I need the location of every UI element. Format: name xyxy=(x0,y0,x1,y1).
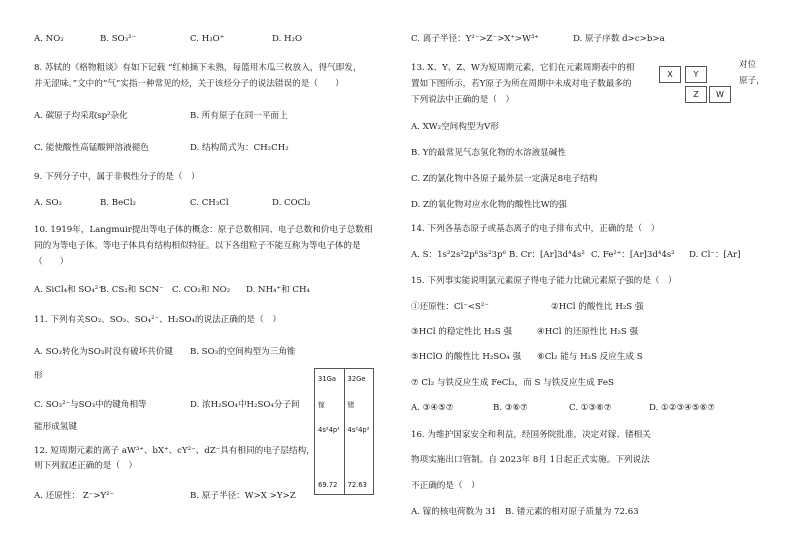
exam-text-line: B. 锗元素的相对原子质量为 72.63 xyxy=(505,507,639,517)
exam-text-line: A. 碳原子均采取sp²杂化 xyxy=(34,111,128,121)
exam-text-line: B. Cr：[Ar]3d⁴4s² xyxy=(509,250,585,260)
exam-text-line: 12. 短周期元素的离子 aW³⁺、bX⁺、cY²⁻、dZ⁻具有相同的电子层结构， xyxy=(34,446,315,456)
exam-text-line: A. SO₂ xyxy=(34,198,63,208)
element-cell-x: X xyxy=(659,66,681,83)
exam-text-line: 对位 xyxy=(739,60,757,70)
exam-text-line: 下列说法中正确的是（ ） xyxy=(411,95,515,105)
exam-text-line: ①还原性：Cl⁻<S²⁻ xyxy=(411,302,489,312)
exam-text-line: B. Y的最常见气态氢化物的水溶液显碱性 xyxy=(411,148,566,158)
ga-ge-element-card xyxy=(314,368,374,495)
element-card-ga xyxy=(315,369,345,494)
exam-text-line: ③HCl 的稳定性比 H₂S 强 xyxy=(411,327,513,337)
exam-text-line: 不正确的是（ ） xyxy=(411,481,480,491)
exam-text-line: D. Z的氧化物对应水化物的酸性比W的强 xyxy=(411,200,567,210)
exam-text-line: A. SiCl₄和 SO₄²⁻ xyxy=(34,285,103,295)
exam-text-line: 物项实施出口管制。自 2023年 8月 1日起正式实施。下列说法 xyxy=(411,455,650,465)
exam-text-line: ⑦ Cl₂ 与铁反应生成 FeCl₃，而 S 与铁反应生成 FeS xyxy=(411,378,614,388)
exam-text-line: C. Z的氯化物中各原子最外层一定满足8电子结构 xyxy=(411,174,598,184)
exam-text-line: D. Cl⁻：[Ar] xyxy=(689,250,741,260)
exam-text-line: D. 结构简式为：CH₂CH₂ xyxy=(190,143,289,153)
element-cell-z: Z xyxy=(685,86,707,103)
exam-text-line: 同的为等电子体。等电子体具有结构相似特征。以下各组粒子不能互称为等电子体的是 xyxy=(34,241,361,251)
exam-text-line: A. S：1s²2s²2p⁶3s²3p⁶ xyxy=(411,250,506,260)
exam-text-line: B. 所有原子在同一平面上 xyxy=(190,111,288,121)
ga-config: 4s²4p¹ xyxy=(318,426,340,434)
exam-text-line: B. BeCl₂ xyxy=(100,198,136,208)
exam-text-line: A. 还原性： Z⁻>Y²⁻ xyxy=(34,491,115,501)
exam-text-line: D. NH₄⁺和 CH₄ xyxy=(246,285,310,295)
exam-text-line: 则下列叙述正确的是（ ） xyxy=(34,461,138,471)
exam-text-line: C. ①③⑥⑦ xyxy=(569,403,612,413)
periodic-position-diagram xyxy=(659,66,733,104)
exam-text-line: ⑤HClO 的酸性比 H₂SO₄ 强 xyxy=(411,352,522,362)
exam-text-line: A. SO₂转化为SO₃时没有破坏共价键 xyxy=(34,347,173,357)
ga-header: 31Ga xyxy=(318,375,337,383)
exam-text-line: A. ③④⑤⑦ xyxy=(411,403,454,413)
exam-text-line: 并无涩味。”文中的“气”实指一种常见的烃，关于该烃分子的说法错误的是（ ） xyxy=(34,79,344,89)
exam-text-line: 14. 下列各基态原子或基态离子的电子排布式中，正确的是（ ） xyxy=(411,224,660,234)
exam-text-line: C. SO₃²⁻与SO₃中的键角相等 xyxy=(34,400,147,410)
exam-text-line: C. 能使酸性高锰酸钾溶液褪色 xyxy=(34,143,149,153)
exam-text-line: D. H₂O xyxy=(272,34,303,44)
exam-text-line: C. 离子半径：Y²⁻>Z⁻>X⁺>W³⁺ xyxy=(411,34,539,44)
exam-text-line: D. ①②③④⑤⑥⑦ xyxy=(649,403,715,413)
element-cell-y: Y xyxy=(685,66,707,83)
ge-header: 32Ge xyxy=(347,375,366,383)
element-card-ge xyxy=(345,369,374,494)
ge-name: 锗 xyxy=(347,401,355,409)
exam-text-line: 15. 下列事实能说明氯元素原子得电子能力比硫元素原子强的是（ ） xyxy=(411,276,677,286)
exam-text-line: 10. 1919年，Langmuir提出等电子体的概念：原子总数相同、电子总数和价电子总数相 xyxy=(34,225,373,235)
ga-name: 镓 xyxy=(318,401,325,409)
exam-text-line: D. 原子序数 d>c>b>a xyxy=(573,34,665,44)
exam-text-line: B. CS₂和 SCN⁻ xyxy=(100,285,164,295)
exam-text-line: ④HCl 的还原性比 H₂S 强 xyxy=(537,327,639,337)
exam-text-line: B. SO₃²⁻ xyxy=(100,34,137,44)
exam-text-line: C. CO₂和 NO₂ xyxy=(172,285,231,295)
exam-text-line: （ ） xyxy=(34,257,69,267)
exam-text-line: ②HCl 的酸性比 H₂S 强 xyxy=(551,302,644,312)
exam-text-line: ⑥Cl₂ 能与 H₂S 反应生成 S xyxy=(537,352,643,362)
exam-text-line: B. SO₃的空间构型为三角锥 xyxy=(190,347,296,357)
exam-text-line: 置如下图所示，若Y原子为所在周期中未成对电子数最多的 xyxy=(411,79,632,89)
exam-text-line: A. XW₂空间构型为V形 xyxy=(411,122,499,132)
ge-mass: 72.63 xyxy=(347,481,367,489)
exam-text-line: 能形成氢键 xyxy=(34,422,77,432)
exam-text-line: A. NO₂ xyxy=(34,34,64,44)
exam-text-line: 形 xyxy=(34,371,43,381)
exam-text-line: B. 原子半径：W>X >Y>Z xyxy=(190,491,296,501)
exam-text-line: B. ③⑥⑦ xyxy=(493,403,528,413)
exam-text-line: 原子， xyxy=(739,76,765,86)
exam-text-line: C. Fe²⁺：[Ar]3d⁴4s² xyxy=(591,250,675,260)
element-cell-w: W xyxy=(709,86,731,103)
exam-text-line: 9. 下列分子中，属于非极性分子的是（ ） xyxy=(34,172,200,182)
ga-mass: 69.72 xyxy=(318,481,338,489)
exam-text-line: D. 浓H₂SO₄中H₂SO₄分子间 xyxy=(190,400,300,410)
exam-text-line: D. COCl₂ xyxy=(272,198,311,208)
ge-config: 4s²4p² xyxy=(347,426,370,434)
right-column xyxy=(397,0,794,560)
exam-text-line: 8. 苏轼的《格物粗谈》有如下记载 “红柿摘下未熟，每篮用木瓜三枚放入，得气即发， xyxy=(34,63,362,73)
exam-text-line: C. H₃O⁺ xyxy=(190,34,225,44)
exam-text-line: C. CH₃Cl xyxy=(190,198,229,208)
exam-text-line: 13. X、Y、Z、W为短周期元素，它们在元素周期表中的相 xyxy=(411,63,635,73)
exam-text-line: 11. 下列有关SO₂、SO₃、SO₄²⁻、H₂SO₄的说法正确的是（ ） xyxy=(34,315,281,325)
exam-text-line: 16. 为维护国家安全和利益，经国务院批准，决定对镓、锗相关 xyxy=(411,430,651,440)
exam-text-line: A. 镓的核电荷数为 31 xyxy=(411,507,497,517)
